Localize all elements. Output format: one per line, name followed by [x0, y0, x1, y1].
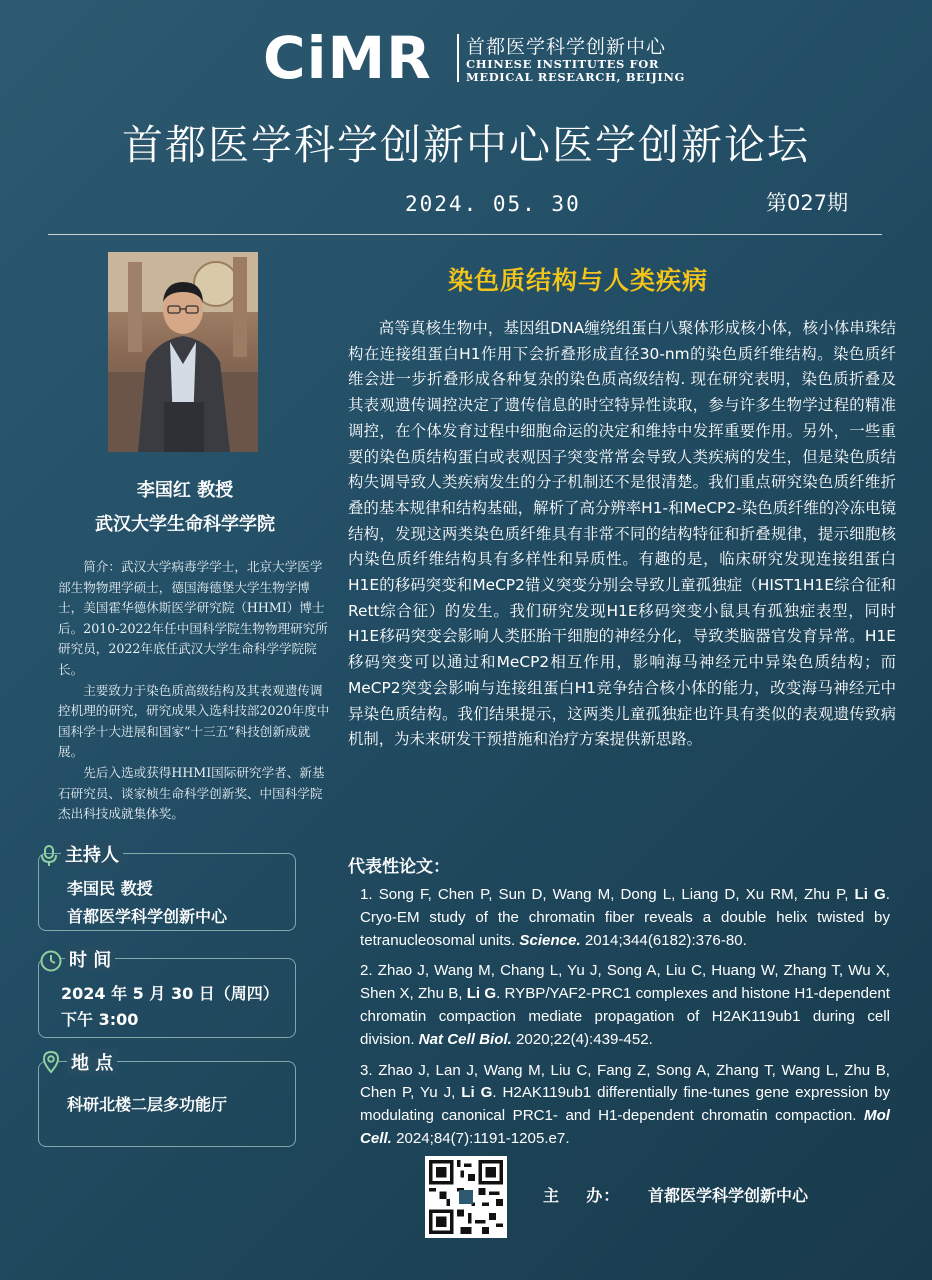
- talk-title: 染色质结构与人类疾病: [448, 266, 709, 295]
- bio-paragraph: 主要致力于染色质高级结构及其表观遗传调控机理的研究，研究成果入选科技部2020年度中国科学十大进展和国家“十三五”科技创新成就展。: [58, 682, 330, 760]
- reference-item: 2. Zhao J, Wang M, Chang L, Yu J, Song A, Liu C, Huang W, Zhang T, Wu X, Shen X, Zhu B, Li G. RYBP/YAF2-PRC1 complexes and histone H1-dependent chromatin compaction mediate propagation of H2AK119ub1 during cell division. Nat Cell Biol. 2020;22(4):439-452.: [360, 962, 890, 1048]
- logo-english-line1: CHINESE INSTITUTES FOR: [466, 57, 660, 71]
- bio-paragraph: 先后入选或获得HHMI国际研究学者、新基石研究员、谈家桢生命科学创新奖、中国科学院杰出科技成就集体奖。: [58, 764, 325, 822]
- references-list: [360, 884, 890, 1159]
- event-day: 2024 年 5 月 30 日（周四）: [61, 984, 279, 1003]
- header-divider: [48, 234, 882, 235]
- qr-code[interactable]: [425, 1156, 507, 1238]
- bio-paragraph: 简介：武汉大学病毒学学士，北京大学医学部生物物理学硕士，德国海德堡大学生物学博士，美国霍华德休斯医学研究院（HHMI）博士后。2010-2022年任中国科学院生物物理研究所研究员，2022年底任武汉大学生命科学学院院长。: [58, 559, 328, 677]
- venue: 科研北楼二层多功能厅: [67, 1095, 228, 1114]
- place-label: 地 点: [67, 1049, 117, 1075]
- host-name: 李国民 教授: [67, 879, 153, 898]
- speaker-photo: [108, 252, 258, 452]
- forum-title: 首都医学科学创新中心医学创新论坛: [122, 121, 810, 169]
- organizer-label: 主 办：: [543, 1186, 621, 1205]
- microphone-icon: [37, 844, 61, 868]
- host-box: [38, 845, 296, 931]
- logo-chinese-name: 首都医学科学创新中心: [466, 36, 667, 58]
- reference-item: 1. Song F, Chen P, Sun D, Wang M, Dong L, Liang D, Xu RM, Zhu P, Li G. Cryo-EM study of the chromatin fiber reveals a double helix twisted by tetranucleosomal units. Science. 2014;344(6182):376-80.: [360, 886, 890, 949]
- organizer-name: 首都医学科学创新中心: [648, 1186, 809, 1205]
- talk-abstract: [348, 316, 896, 753]
- time-label: 时 间: [65, 946, 115, 972]
- speaker-affiliation: 武汉大学生命科学学院: [95, 514, 275, 535]
- clock-icon: [39, 949, 63, 973]
- reference-item: 3. Zhao J, Lan J, Wang M, Liu C, Fang Z, Song A, Zhang T, Wang L, Zhu B, Chen P, Yu J, Li G. H2AK119ub1 differentially fine-tunes gene expression by modulating canonical PRC1- and H1-dependent chromatin compaction. Mol Cell. 2024;84(7):1191-1205.e7.: [360, 1061, 890, 1147]
- speaker-bio: [58, 557, 330, 825]
- logo-english-line2: MEDICAL RESEARCH, BEIJING: [466, 70, 685, 84]
- location-pin-icon: [39, 1050, 63, 1074]
- host-org: 首都医学科学创新中心: [67, 907, 228, 926]
- host-label: 主持人: [61, 841, 123, 867]
- time-box: [38, 950, 296, 1038]
- logo-divider: [457, 34, 459, 82]
- event-date: 2024. 05. 30: [405, 192, 581, 216]
- event-time: 下午 3:00: [61, 1010, 139, 1029]
- issue-number: 第027期: [766, 191, 849, 215]
- speaker-name: 李国红 教授: [136, 480, 234, 501]
- place-box: [38, 1053, 296, 1147]
- abstract-paragraph: 高等真核生物中，基因组DNA缠绕组蛋白八聚体形成核小体，核小体串珠结构在连接组蛋白H1作用下会折叠形成直径30-nm的染色质纤维结构。染色质纤维会进一步折叠形成各种复杂的染色质高级结构. 现在研究表明，染色质折叠及其表观遗传调控决定了遗传信息的时空特异性读取，参与许多生物学过程的精准调控，在个体发育过程中细胞命运的决定和维持中发挥重要作用。另外，一些重要的染色质结构蛋白或表观因子突变常常会导致人类疾病的发生，但是染色质结构失调导致人类疾病发生的分子机制还不是很清楚。我们重点研究染色质纤维折叠的基本规律和结构基础，解析了高分辨率H1-和MeCP2-染色质纤维的冷冻电镜结构，发现这两类染色质纤维具有非常不同的结构特征和折叠规律，提示细胞核内染色质纤维结构具有多样性和异质性。有趣的是，临床研究发现连接组蛋白H1E的移码突变和MeCP2错义突变分别会导致儿童孤独症（HIST1H1E综合征和Rett综合征）的发生。我们研究发现H1E移码突变小鼠具有孤独症表型，同时H1E移码突变会影响人类胚胎干细胞的神经分化，导致类脑器官发育异常。H1E移码突变可以通过和MeCP2相互作用，影响海马神经元中异染色质结构；而MeCP2突变会影响与连接组蛋白H1竞争结合核小体的能力，改变海马神经元中异染色质结构。我们结果提示，这两类儿童孤独症也许具有类似的表观遗传致病机制，为未来研发干预措施和治疗方案提供新思路。: [348, 319, 896, 749]
- references-heading: 代表性论文：: [348, 857, 450, 877]
- cimr-logo: CiMR: [263, 24, 432, 92]
